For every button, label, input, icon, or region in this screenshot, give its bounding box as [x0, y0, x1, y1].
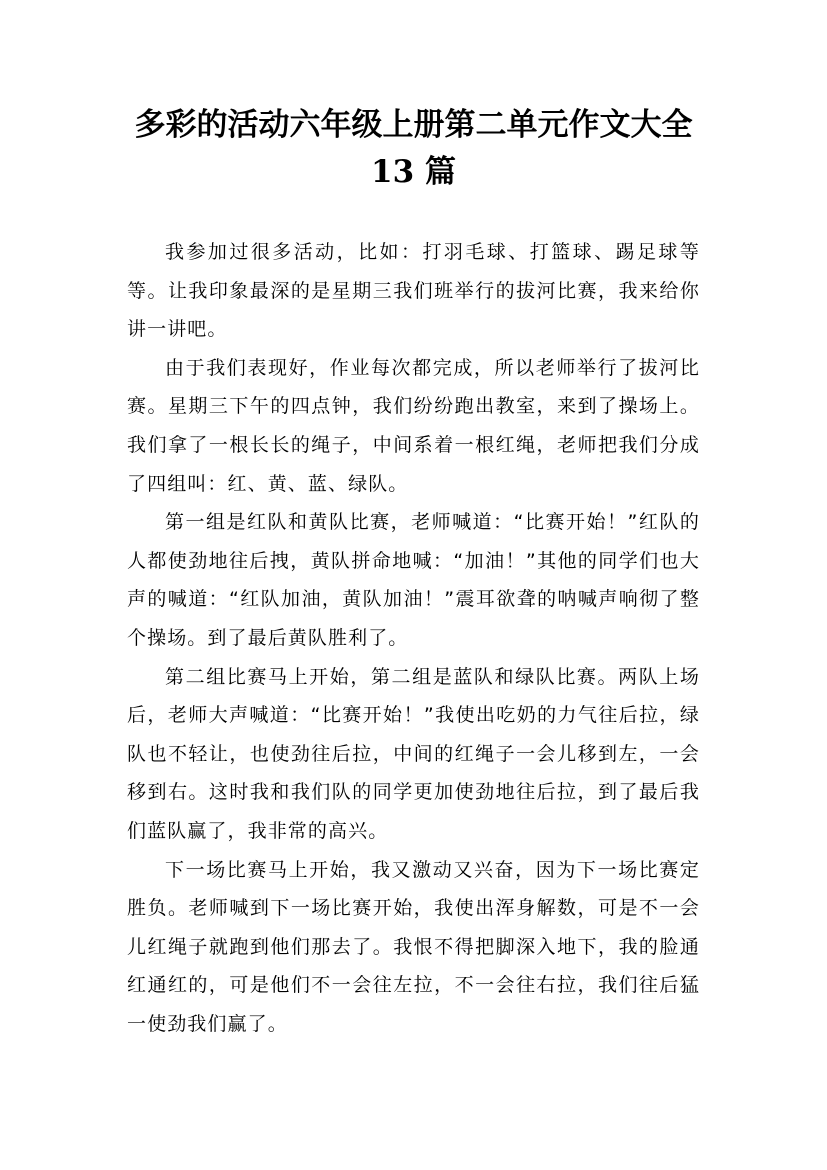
paragraph-2: 由于我们表现好，作业每次都完成，所以老师举行了拔河比赛。星期三下午的四点钟，我们纷纷跑出教室，来到了操场上。我们拿了一根长长的绳子，中间系着一根红绳，老师把我们分成了四组叫：红、黄、蓝、绿队。	[127, 356, 700, 495]
title-line-2: 13 篇	[371, 154, 456, 190]
document-body	[127, 233, 700, 1043]
paragraph-1: 我参加过很多活动，比如：打羽毛球、打篮球、踢足球等等。让我印象最深的是星期三我们班举行的拔河比赛，我来给你讲一讲吧。	[127, 241, 700, 341]
document-title	[100, 102, 727, 196]
title-line-1: 多彩的活动六年级上册第二单元作文大全	[134, 107, 693, 143]
paragraph-3: 第一组是红队和黄队比赛，老师喊道：“比赛开始！”红队的人都使劲地往后拽，黄队拼命地喊：“加油！”其他的同学们也大声的喊道：“红队加油，黄队加油！”震耳欲聋的呐喊声响彻了整个操场。到了最后黄队胜利了。	[127, 511, 700, 649]
paragraph-4: 第二组比赛马上开始，第二组是蓝队和绿队比赛。两队上场后，老师大声喊道：“比赛开始！”我使出吃奶的力气往后拉，绿队也不轻让，也使劲往后拉，中间的红绳子一会儿移到左，一会移到右。这时我和我们队的同学更加使劲地往后拉，到了最后我们蓝队赢了，我非常的高兴。	[127, 665, 700, 842]
paragraph-5: 下一场比赛马上开始，我又激动又兴奋，因为下一场比赛定胜负。老师喊到下一场比赛开始，我使出浑身解数，可是不一会儿红绳子就跑到他们那去了。我恨不得把脚深入地下，我的脸通红通红的，可是他们不一会往左拉，不一会往右拉，我们往后猛一使劲我们赢了。	[127, 858, 700, 1035]
